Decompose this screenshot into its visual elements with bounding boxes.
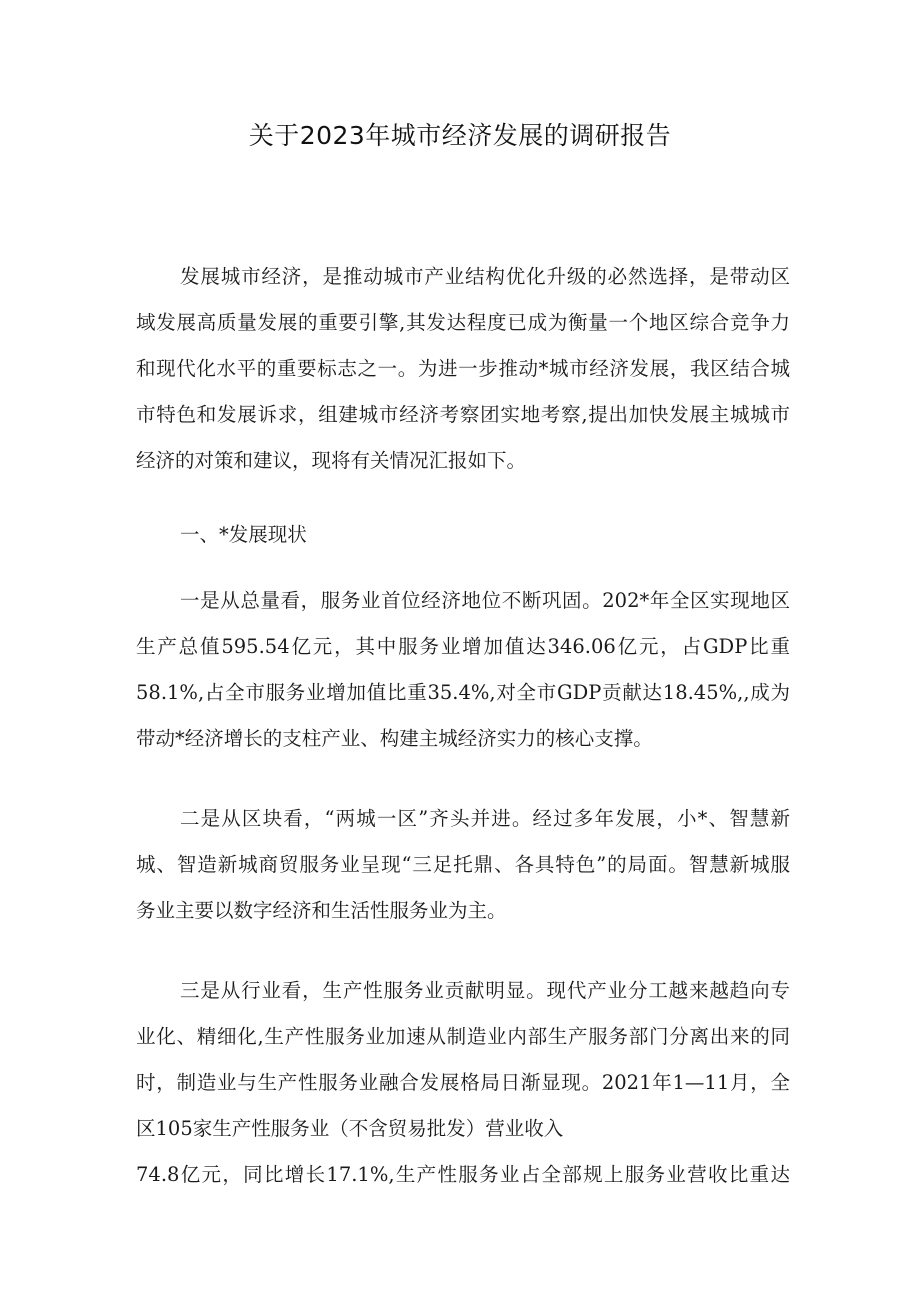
document-title: 关于2023年城市经济发展的调研报告 xyxy=(248,121,672,150)
intro-paragraph xyxy=(136,254,790,484)
paragraph-line: 务业主要以数字经济和生活性服务业为主。 xyxy=(136,899,507,922)
district-paragraph xyxy=(136,796,790,934)
section-heading-text: 一、*发展现状 xyxy=(180,523,307,546)
paragraph-line: 经济的对策和建议，现将有关情况汇报如下。 xyxy=(136,449,527,472)
industry-paragraph xyxy=(136,968,790,1198)
paragraph-line: 城、智造新城商贸服务业呈现“三足托鼎、各具特色”的局面。智慧新城服 xyxy=(136,853,790,876)
paragraph-line: 二是从区块看，“两城一区”齐头并进。经过多年发展，小*、智慧新 xyxy=(180,807,790,830)
paragraph-line: 业化、精细化,生产性服务业加速从制造业内部生产服务部门分离出来的同 xyxy=(136,1025,790,1048)
paragraph-line: 和现代化水平的重要标志之一。为进一步推动*城市经济发展，我区结合城 xyxy=(136,357,790,380)
paragraph-line: 带动*经济增长的支柱产业、构建主城经济实力的核心支撑。 xyxy=(136,727,653,750)
paragraph-line: 一是从总量看，服务业首位经济地位不断巩固。202*年全区实现地区 xyxy=(180,589,790,612)
paragraph-line: 发展城市经济，是推动城市产业结构优化升级的必然选择，是带动区 xyxy=(180,265,790,288)
paragraph-line: 域发展高质量发展的重要引擎,其发达程度已成为衡量一个地区综合竞争力 xyxy=(136,311,790,334)
paragraph-line: 三是从行业看，生产性服务业贡献明显。现代产业分工越来越趋向专 xyxy=(180,979,790,1002)
section-heading xyxy=(136,512,790,558)
paragraph-line: 生产总值595.54亿元，其中服务业增加值达346.06亿元，占GDP比重 xyxy=(136,635,790,658)
paragraph-line: 时，制造业与生产性服务业融合发展格局日渐显现。2021年1—11月，全 xyxy=(136,1071,790,1094)
paragraph-line: 区105家生产性服务业（不含贸易批发）营业收入 xyxy=(136,1117,564,1140)
paragraph-line: 58.1%,占全市服务业增加值比重35.4%,对全市GDP贡献达18.45%,,成为 xyxy=(136,681,790,704)
paragraph-line: 市特色和发展诉求，组建城市经济考察团实地考察,提出加快发展主城城市 xyxy=(136,403,790,426)
total-volume-paragraph xyxy=(136,578,790,762)
paragraph-line: 74.8亿元，同比增长17.1%,生产性服务业占全部规上服务业营收比重达 xyxy=(136,1163,790,1186)
